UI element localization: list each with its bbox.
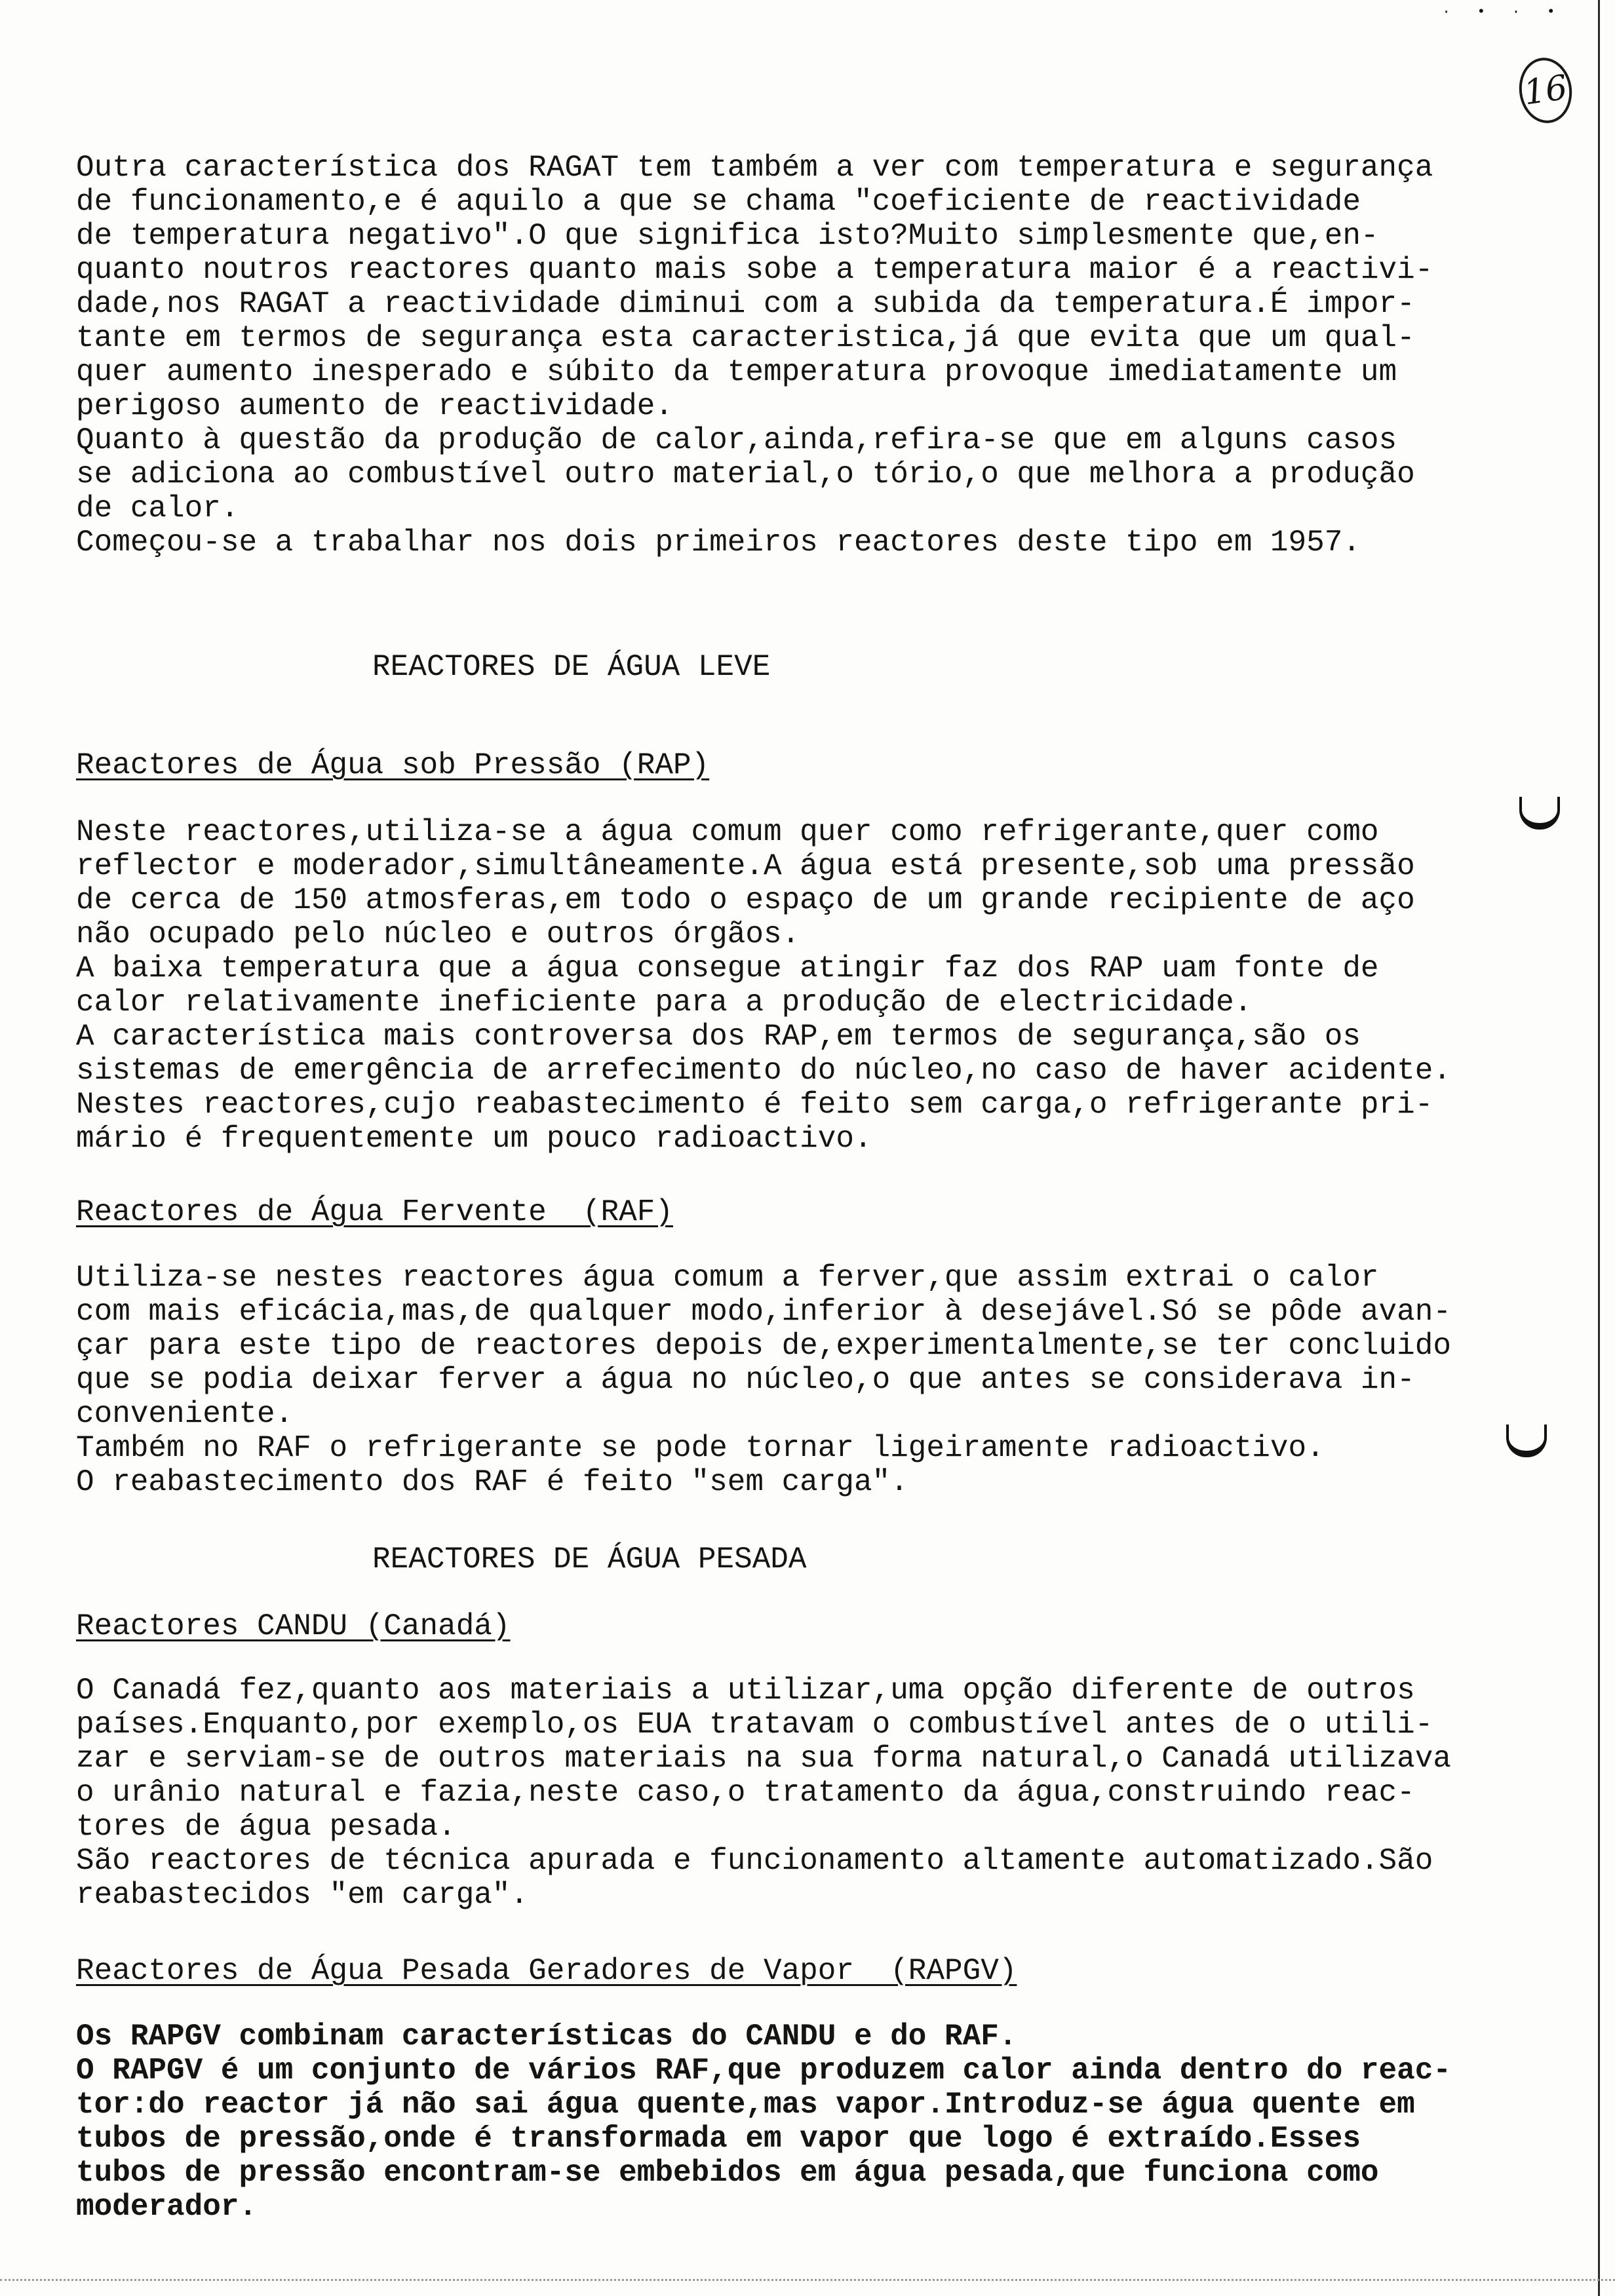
text-line: se adiciona ao combustível outro material,o tório,o que melhora a produção [76,457,1415,491]
text-line: conveniente. [76,1397,294,1431]
text-line: dade,nos RAGAT a reactividade diminui com a subida da temperatura.É impor- [76,287,1415,321]
binder-hole-mark-icon [1519,797,1560,830]
text-line: tubos de pressão,onde é transformada em vapor que logo é extraído.Esses [76,2122,1361,2156]
rap-paragraph [76,815,1451,1156]
raf-paragraph [76,1261,1451,1499]
text-line: Começou-se a trabalhar nos dois primeiros reactores deste tipo em 1957. [76,526,1361,560]
text-line: O reabastecimento dos RAF é feito "sem carga". [76,1465,908,1499]
candu-paragraph [76,1674,1451,1912]
text-line: de calor. [76,491,239,526]
text-line: São reactores de técnica apurada e funcionamento altamente automatizado.São [76,1844,1433,1878]
text-line: Também no RAF o refrigerante se pode tornar ligeiramente radioactivo. [76,1431,1325,1465]
text-line: A característica mais controversa dos RAP,em termos de segurança,são os [76,1020,1361,1054]
text-line: tores de água pesada. [76,1810,456,1844]
text-line: de cerca de 150 atmosferas,em todo o espaço de um grande recipiente de aço [76,883,1415,917]
text-line: não ocupado pelo núcleo e outros órgãos. [76,917,800,951]
text-line: perigoso aumento de reactividade. [76,389,673,423]
text-line: çar para este tipo de reactores depois de,experimentalmente,se ter concluido [76,1329,1451,1363]
text-line: Utiliza-se nestes reactores água comum a ferver,que assim extrai o calor [76,1261,1379,1295]
text-line: Outra característica dos RAGAT tem também a ver com temperatura e segurança [76,151,1433,185]
rapgv-paragraph [76,2019,1451,2224]
text-line: o urânio natural e fazia,neste caso,o tratamento da água,construindo reac- [76,1776,1415,1810]
text-line: países.Enquanto,por exemplo,os EUA tratavam o combustível antes de o utili- [76,1708,1433,1742]
subheading-rapgv: Reactores de Água Pesada Geradores de Vapor (RAPGV) [76,1954,1017,1988]
text-line: moderador. [76,2190,258,2224]
text-line: com mais eficácia,mas,de qualquer modo,inferior à desejável.Só se pôde avan- [76,1295,1451,1329]
text-line: O Canadá fez,quanto aos materiais a utilizar,uma opção diferente de outros [76,1674,1415,1708]
text-line: Os RAPGV combinam características do CANDU e do RAF. [76,2019,1017,2054]
text-line: Nestes reactores,cujo reabastecimento é feito sem carga,o refrigerante pri- [76,1088,1433,1122]
text-line: quer aumento inesperado e súbito da temperatura provoque imediatamente um [76,355,1397,389]
text-line: de funcionamento,e é aquilo a que se chama "coeficiente de reactividade [76,185,1361,219]
text-line: A baixa temperatura que a água consegue atingir faz dos RAP uam fonte de [76,951,1379,985]
text-line: mário é frequentemente um pouco radioactivo. [76,1122,872,1156]
intro-paragraph [76,151,1433,560]
binder-hole-mark-icon [1506,1425,1547,1457]
text-line: tante em termos de segurança esta caracteristica,já que evita que um qual- [76,321,1415,355]
text-line: tor:do reactor já não sai água quente,mas vapor.Introduz-se água quente em [76,2088,1415,2122]
page-number: 16 [1515,54,1576,126]
text-line: zar e serviam-se de outros materiais na sua forma natural,o Canadá utilizava [76,1742,1451,1776]
text-line: de temperatura negativo".O que significa isto?Muito simplesmente que,en- [76,219,1379,253]
text-line: O RAPGV é um conjunto de vários RAF,que produzem calor ainda dentro do reac- [76,2054,1451,2088]
page-edge-rule [1598,0,1600,2296]
subheading-candu: Reactores CANDU (Canadá) [76,1609,511,1643]
text-line: reflector e moderador,simultâneamente.A água está presente,sob uma pressão [76,849,1415,883]
section-heading-heavy-water: REACTORES DE ÁGUA PESADA [372,1542,807,1577]
subheading-raf: Reactores de Água Fervente (RAF) [76,1195,673,1229]
section-heading-light-water: REACTORES DE ÁGUA LEVE [372,650,771,684]
text-line: tubos de pressão encontram-se embebidos em água pesada,que funciona como [76,2156,1379,2190]
text-line: sistemas de emergência de arrefecimento do núcleo,no caso de haver acidente. [76,1054,1451,1088]
text-line: reabastecidos "em carga". [76,1878,529,1912]
text-line: quanto noutros reactores quanto mais sobe a temperatura maior é a reactivi- [76,253,1433,287]
scan-specks: ·•·• [1442,4,1582,20]
page-bottom-edge [0,2279,1615,2282]
text-line: que se podia deixar ferver a água no núcleo,o que antes se considerava in- [76,1363,1415,1397]
text-line: Neste reactores,utiliza-se a água comum quer como refrigerante,quer como [76,815,1379,849]
text-line: Quanto à questão da produção de calor,ainda,refira-se que em alguns casos [76,423,1397,457]
text-line: calor relativamente ineficiente para a produção de electricidade. [76,985,1253,1020]
subheading-rap: Reactores de Água sob Pressão (RAP) [76,748,710,782]
